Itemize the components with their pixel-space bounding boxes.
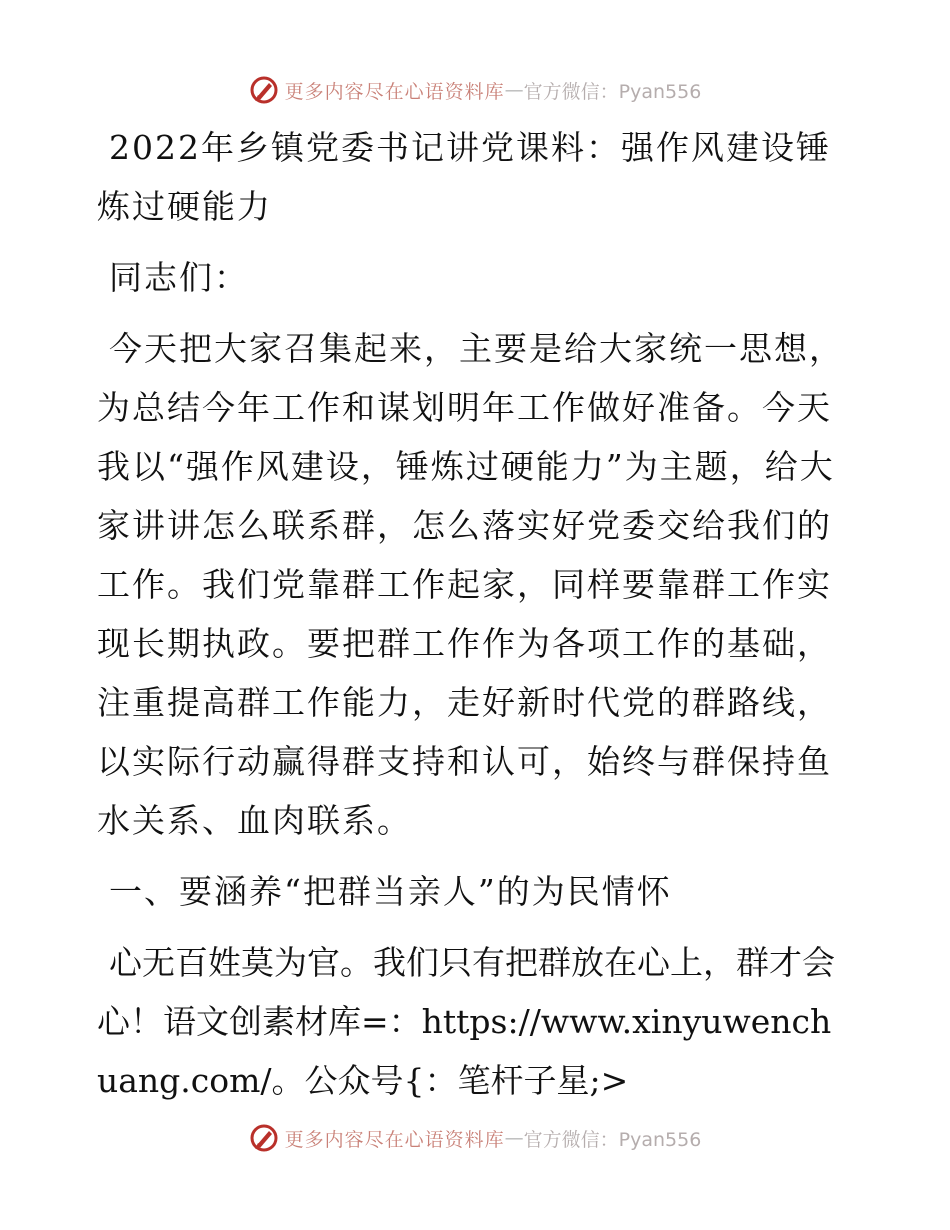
greeting: 同志们：: [109, 258, 249, 297]
body-paragraph: 今天把大家召集起来，主要是给大家统一思想，为总结今年工作和谋划明年工作做好准备。今天我以“强作风建设，锤炼过硬能力”为主题，给大家讲讲怎么联系群，怎么落实好党委交给我们的工作。我们党靠群工作起家，同样要靠群工作实现长期执政。要把群工作作为各项工作的基础，注重提高群工作能力，走好新时代党的群路线，以实际行动赢得群支持和认可，始终与群保持鱼水关系、血肉联系。: [97, 329, 844, 840]
header-watermark-banner: [0, 70, 950, 110]
pen-logo-icon: [249, 75, 279, 105]
banner-separator: —: [504, 79, 524, 101]
document-title: 2022年乡镇党委书记讲党课料：强作风建设锤炼过硬能力: [97, 128, 831, 226]
document-body: [97, 118, 852, 1110]
section-paragraph: 心无百姓莫为官。我们只有把群放在心上，群才会心！语文创素材库=：https://www.xinyuwenchuang.com/。公众号{：笔杆子星;>: [97, 943, 835, 1100]
banner-wechat: 官方微信：Pyan556: [523, 1128, 702, 1151]
banner-wechat: 官方微信：Pyan556: [523, 80, 702, 103]
banner-separator: —: [504, 1127, 524, 1149]
pen-logo-icon: [249, 1123, 279, 1153]
banner-text: 更多内容尽在心语资料库: [284, 1128, 505, 1151]
footer-watermark-banner: [0, 1118, 950, 1158]
banner-text: 更多内容尽在心语资料库: [284, 80, 505, 103]
section-heading: 一、要涵养“把群当亲人”的为民情怀: [109, 872, 672, 911]
